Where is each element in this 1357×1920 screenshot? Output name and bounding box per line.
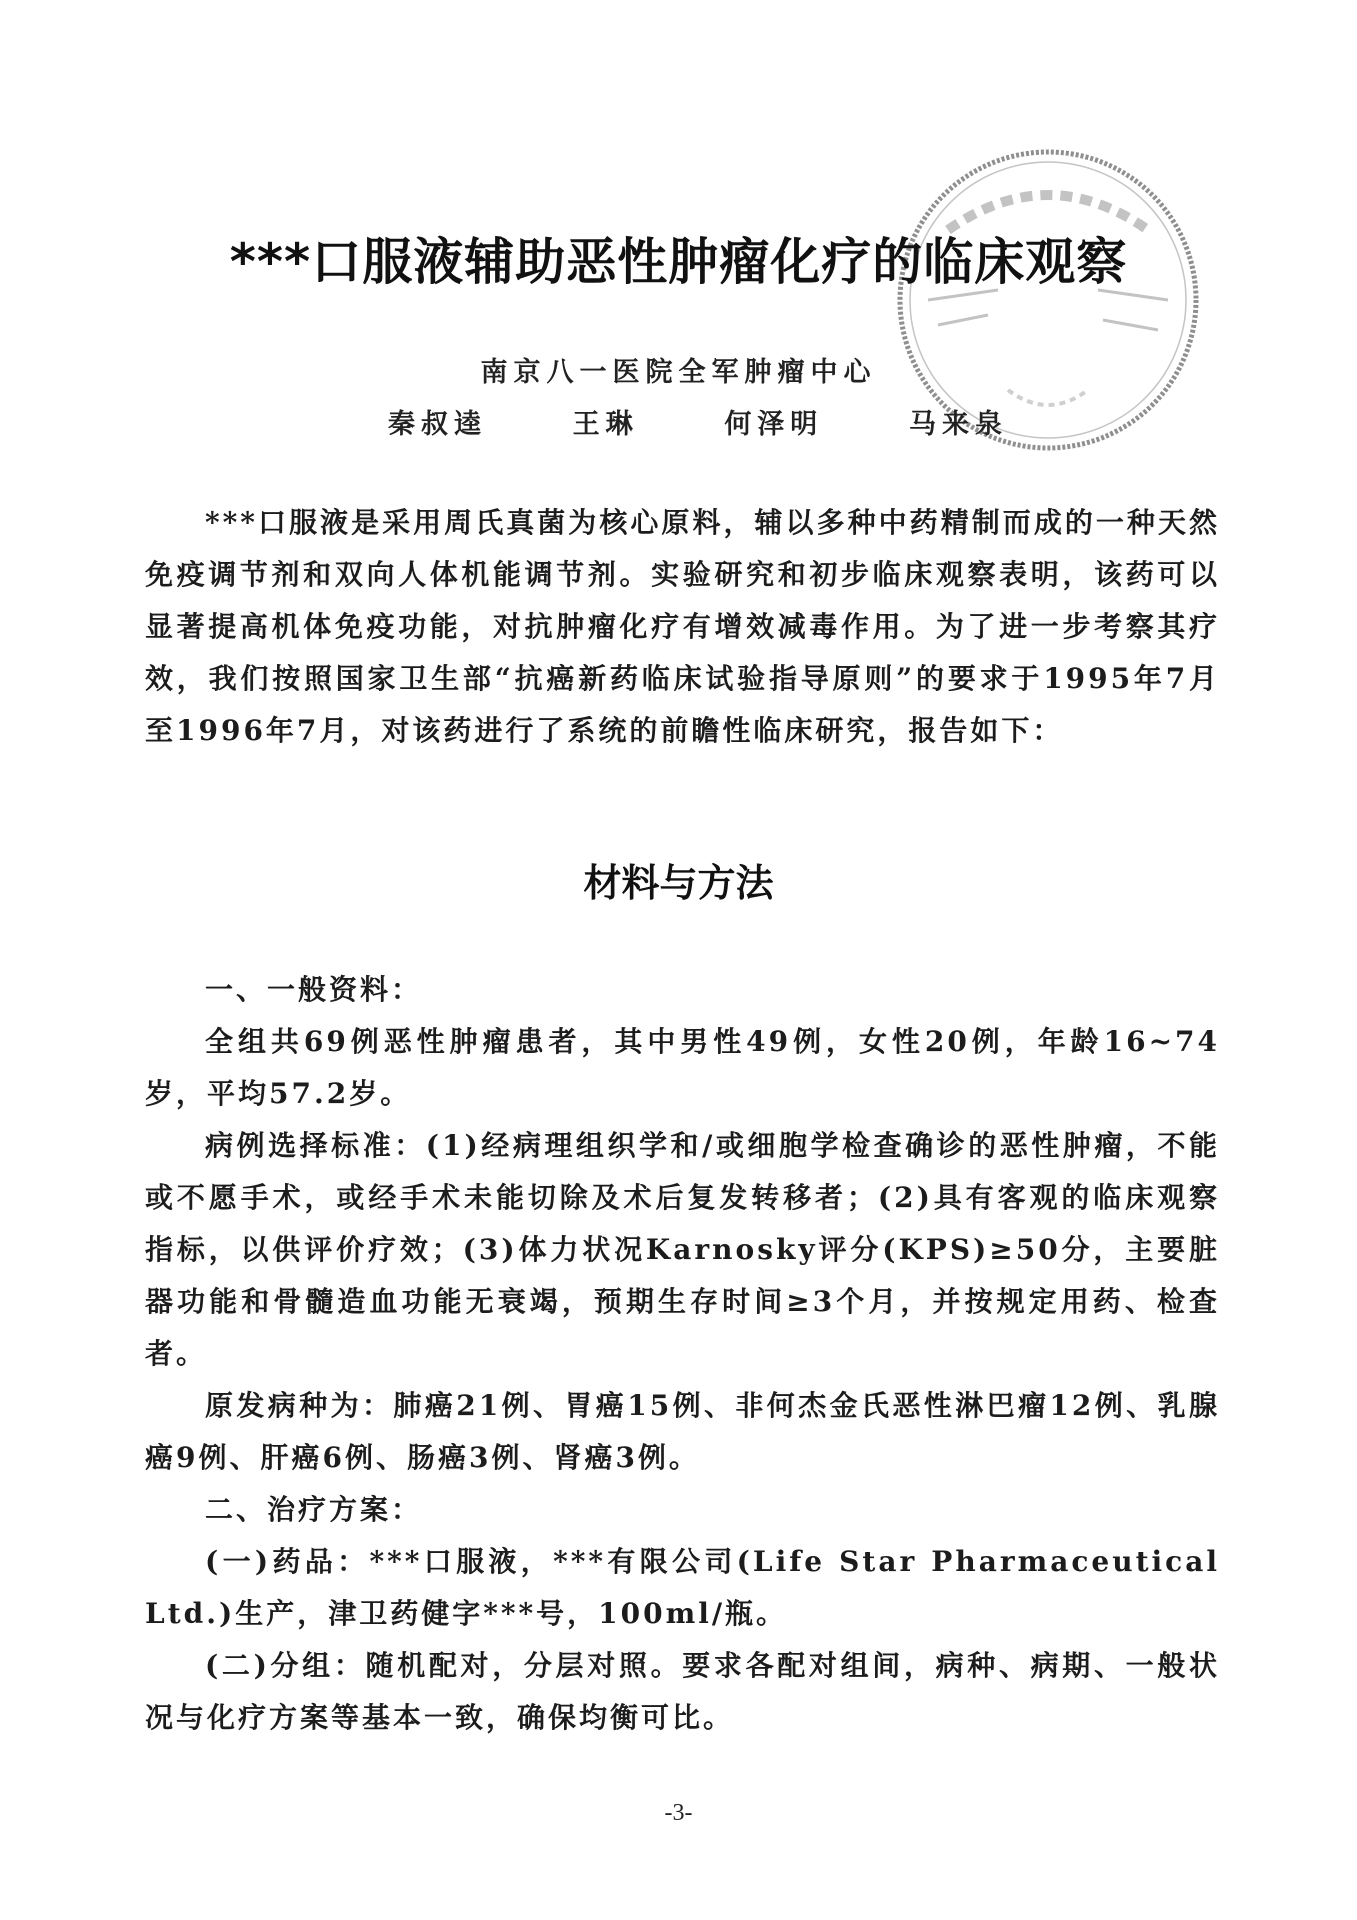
subsection-heading-treatment-plan: 二、治疗方案：	[205, 1493, 423, 1526]
author-name: 何泽明	[724, 409, 824, 440]
author-affiliation: 南京八一医院全军肿瘤中心	[480, 357, 877, 388]
paragraph-primary-diseases: 原发病种为：肺癌21例、胃癌15例、非何杰金氏恶性淋巴瘤12例、乳腺癌9例、肝癌6例、肠癌3例、肾癌3例。	[145, 1389, 1220, 1474]
paragraph-grouping: (二)分组：随机配对，分层对照。要求各配对组间，病种、病期、一般状况与化疗方案等基本一致，确保均衡可比。	[145, 1649, 1220, 1734]
section-heading-materials-methods: 材料与方法	[583, 861, 774, 905]
author-list	[388, 402, 1008, 441]
paragraph-drug-info: (一)药品：***口服液，***有限公司(Life Star Pharmaceutical Ltd.)生产，津卫药健字***号，100ml/瓶。	[145, 1545, 1220, 1630]
intro-paragraph: ***口服液是采用周氏真菌为核心原料，辅以多种中药精制而成的一种天然免疫调节剂和双向人体机能调节剂。实验研究和初步临床观察表明，该药可以显著提高机体免疫功能，对抗肿瘤化疗有增效减毒作用。为了进一步考察其疗效，我们按照国家卫生部“抗癌新药临床试验指导原则”的要求于1995年7月至1996年7月，对该药进行了系统的前瞻性临床研究，报告如下：	[145, 506, 1220, 747]
paragraph-selection-criteria: 病例选择标准：(1)经病理组织学和/或细胞学检查确诊的恶性肿瘤，不能或不愿手术，或经手术未能切除及术后复发转移者；(2)具有客观的临床观察指标，以供评价疗效；(3)体力状况Karnosky评分(KPS)≥50分，主要脏器功能和骨髓造血功能无衰竭，预期生存时间≥3个月，并按规定用药、检查者。	[145, 1129, 1220, 1370]
author-name: 秦叔逵	[388, 409, 487, 440]
paragraph-patient-overview: 全组共69例恶性肿瘤患者，其中男性49例，女性20例，年龄16~74岁，平均57.2岁。	[145, 1025, 1220, 1110]
document-title: ***口服液辅助恶性肿瘤化疗的临床观察	[229, 233, 1128, 291]
subsection-heading-general-data: 一、一般资料：	[205, 973, 423, 1006]
author-name: 马来泉	[908, 409, 1008, 440]
author-name: 王琳	[572, 409, 639, 440]
page-number: -3-	[664, 1800, 693, 1826]
